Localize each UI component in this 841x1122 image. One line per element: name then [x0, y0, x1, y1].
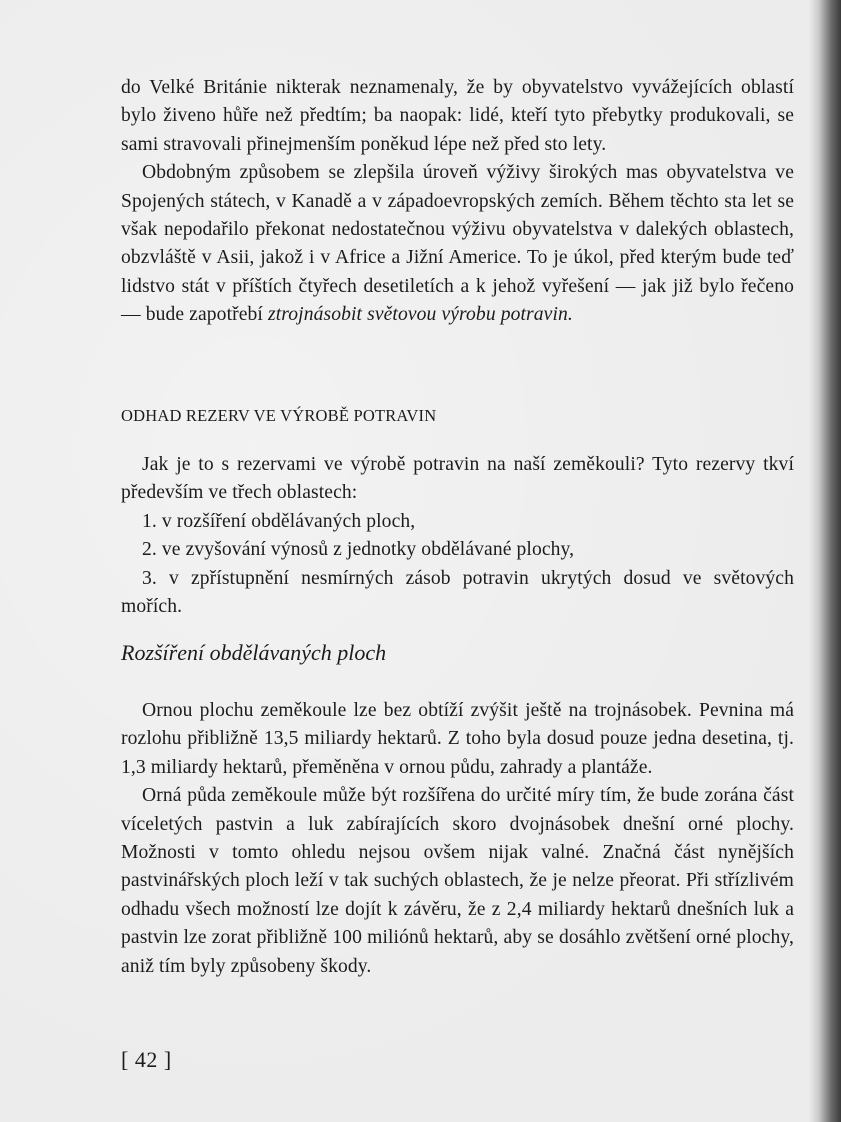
paragraph-continuation: do Velké Británie nikterak neznamenaly, že by obyvatelstvo vyvážejících oblastí bylo živeno hůře než předtím; ba naopak: lidé, kteří tyto přebytky produkovali, se sami stravovali přinejmenším poněkud lépe než před sto lety. — [121, 77, 794, 155]
section-text-block — [121, 451, 794, 621]
list-item: 3. v zpřístupnění nesmírných zásob potravin ukrytých dosud ve světových mořích. — [121, 567, 794, 618]
paragraph-nutrition-improvement — [121, 159, 794, 329]
paragraph-arable-land: Ornou plochu zeměkoule lze bez obtíží zvýšit ještě na trojnásobek. Pevnina má rozlohu přibližně 13,5 miliardy hektarů. Z toho byla dosud pouze jedna desetina, tj. 1,3 miliardy hektarů, přeměněna v ornou půdu, zahrady a plantáže. — [121, 700, 794, 778]
emphasized-text: ztrojnásobit světovou výrobu potravin. — [267, 304, 573, 326]
list-item: 1. v rozšíření obdělávaných ploch, — [142, 510, 416, 532]
section-heading: ODHAD REZERV VE VÝROBĚ POTRAVIN — [121, 406, 437, 425]
subsection-heading: Rozšíření obdělávaných ploch — [121, 640, 387, 665]
reserves-list — [121, 508, 794, 622]
paragraph-text: Obdobným způsobem se zlepšila úroveň výživy širokých mas obyvatelstva ve Spojených státech, v Kanadě a v západoevropských zemích. Během těchto sta let se však nepodařilo překonat nedostatečnou výživu obyvatelstva v dalekých oblastech, obzvláště v Asii, jakož i v Africe a Jižní Americe. To je úkol, před kterým bude teď lidstvo stát v příštích čtyřech desetiletích a k jehož vyřešení — jak již bylo řečeno — bude zapotřebí — [121, 162, 794, 326]
paragraph-pastures: Orná půda zeměkoule může být rozšířena do určité míry tím, že bude zorána část víceletých pastvin a luk zabírajících skoro dvojnásobek dnešní orné plochy. Možnosti v tomto ohledu nejsou ovšem nijak valné. Značná část nynějších pastvinářských ploch leží v tak suchých oblastech, že je nelze přeorat. Při střízlivém odhadu všech možností lze dojít k závěru, že z 2,4 miliardy hektarů dnešních luk a pastvin lze zorat přibližně 100 miliónů hektarů, aby se dosáhlo zvětšení orné plochy, aniž tím byly způsobeny škody. — [121, 785, 794, 977]
binding-shadow — [809, 0, 841, 1122]
section-intro-paragraph: Jak je to s rezervami ve výrobě potravin na naší zeměkouli? Tyto rezervy tkví především ve třech oblastech: — [121, 454, 794, 504]
list-item: 2. ve zvyšování výnosů z jednotky obdělávané plochy, — [142, 539, 575, 561]
page-number: [ 42 ] — [121, 1047, 172, 1072]
opening-text-block — [121, 74, 794, 330]
subsection-text-block — [121, 697, 794, 981]
